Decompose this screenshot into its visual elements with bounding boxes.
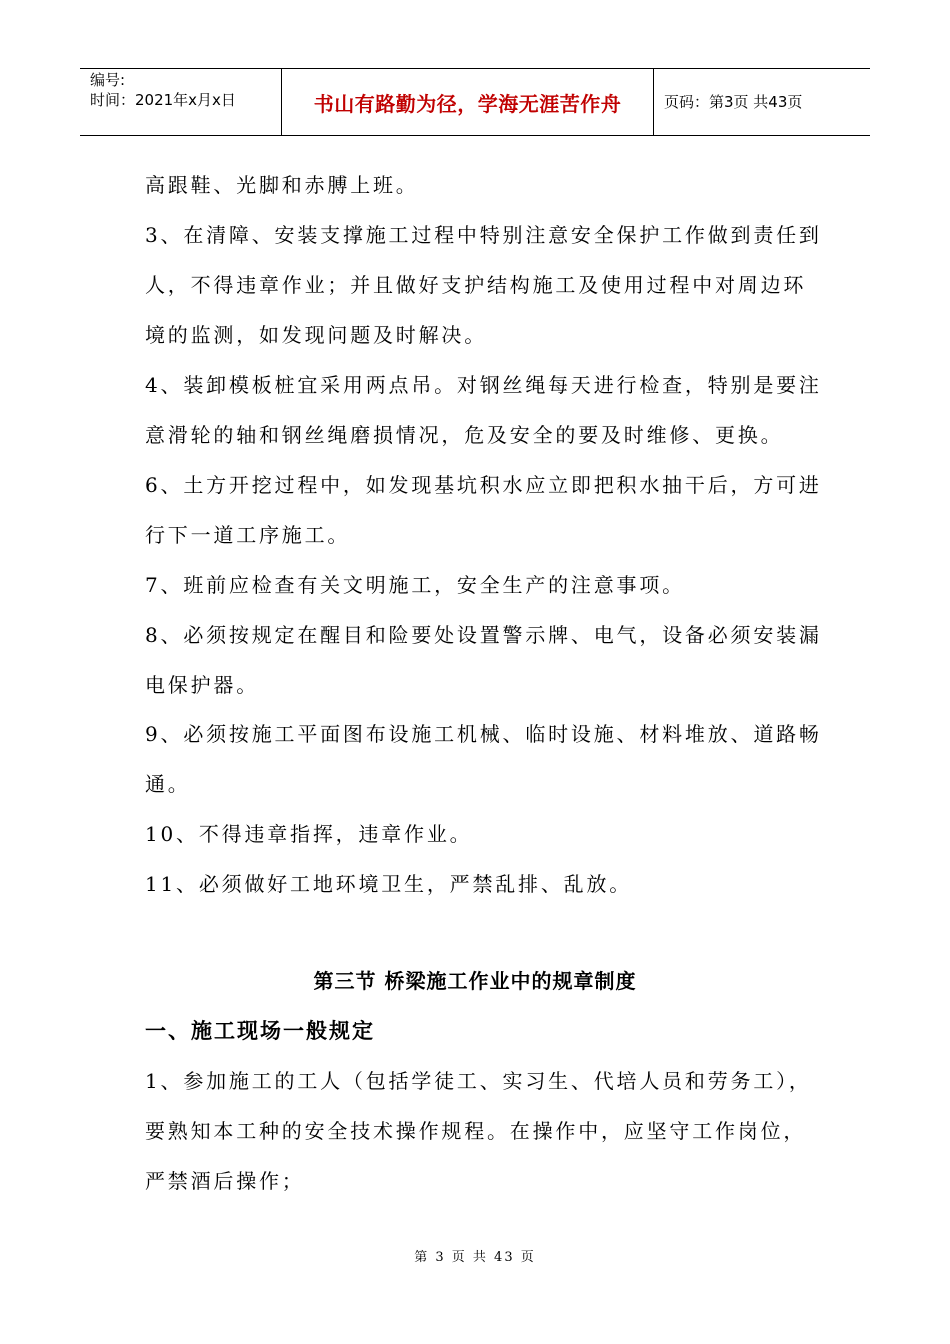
header-info-cell [80,69,282,135]
subsection-title: 一、施工现场一般规定 [145,1019,375,1043]
section-line: 严禁酒后操作； [145,1169,305,1193]
header-page-indicator: 页码：第3页 共43页 [664,93,803,111]
page-footer: 第 3 页 共 43 页 [414,1250,536,1265]
body-line: 7、班前应检查有关文明施工，安全生产的注意事项。 [145,573,685,597]
body-line: 8、必须按规定在醒目和险要处设置警示牌、电气，设备必须安装漏 [145,623,822,647]
document-time-label: 时间：2021年x月x日 [90,91,236,109]
body-line: 9、必须按施工平面图布设施工机械、临时设施、材料堆放、道路畅 [145,722,822,746]
header-motto: 书山有路勤为径，学海无涯苦作舟 [313,91,622,116]
body-line: 高跟鞋、光脚和赤膊上班。 [145,173,419,197]
body-line: 3、在清障、安装支撑施工过程中特别注意安全保护工作做到责任到 [145,223,822,247]
body-line: 电保护器。 [145,673,259,697]
body-line: 4、装卸模板桩宜采用两点吊。对钢丝绳每天进行检查，特别是要注 [145,373,822,397]
section-line: 要熟知本工种的安全技术操作规程。在操作中，应坚守工作岗位， [145,1119,807,1143]
body-line: 行下一道工序施工。 [145,523,351,547]
body-line: 6、土方开挖过程中，如发现基坑积水应立即把积水抽干后，方可进 [145,473,822,497]
body-line: 意滑轮的轴和钢丝绳磨损情况，危及安全的要及时维修、更换。 [145,423,784,447]
body-line: 通。 [145,772,191,796]
document-number-label: 编号: [90,71,126,89]
body-line: 10、不得违章指挥，违章作业。 [145,822,473,846]
section-line: 1、参加施工的工人（包括学徒工、实习生、代培人员和劳务工）， [145,1069,812,1093]
section-title: 第三节 桥梁施工作业中的规章制度 [313,969,637,993]
body-line: 11、必须做好工地环境卫生，严禁乱排、乱放。 [145,872,633,896]
header-motto-cell [282,69,654,135]
body-line: 人，不得违章作业；并且做好支护结构施工及使用过程中对周边环 [145,273,807,297]
header-page-cell [654,69,870,135]
body-line: 境的监测，如发现问题及时解决。 [145,323,487,347]
page-header [80,68,870,136]
